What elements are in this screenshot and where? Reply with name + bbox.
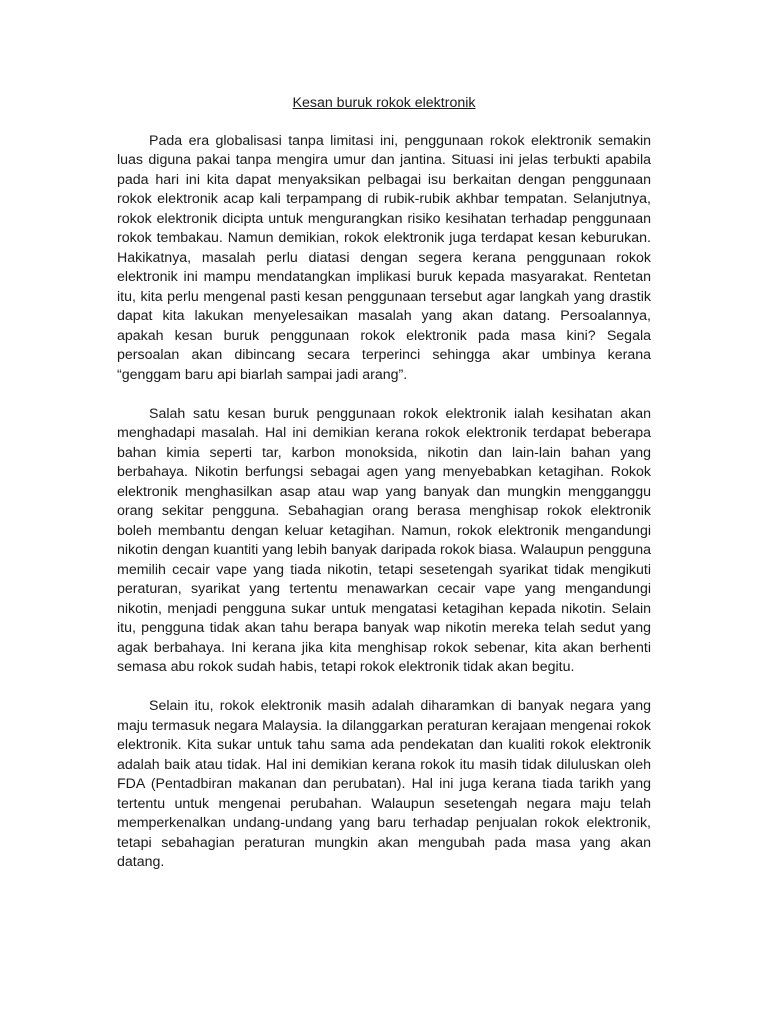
paragraph-introduction: Pada era globalisasi tanpa limitasi ini, penggunaan rokok elektronik semakin luas diguna pakai tanpa mengira umur dan jantina. Situasi ini jelas terbukti apabila pada hari ini kita dapat menyaksikan pelbagai isu berkaitan dengan penggunaan rokok elektronik acap kali terpampang di rubik-rubik akhbar tempatan. Selanjutnya, rokok elektronik dicipta untuk mengurangkan risiko kesihatan terhadap penggunaan rokok tembakau. Namun demikian, rokok elektronik juga terdapat kesan keburukan. Hakikatnya, masalah perlu diatasi dengan segera kerana penggunaan rokok elektronik ini mampu mendatangkan implikasi buruk kepada masyarakat. Rentetan itu, kita perlu mengenal pasti kesan penggunaan tersebut agar langkah yang drastik dapat kita lakukan menyelesaikan masalah yang akan datang. Persoalannya, apakah kesan buruk penggunaan rokok elektronik pada masa kini? Segala persoalan akan dibincang secara terperinci sehingga akar umbinya kerana “genggam baru api biarlah sampai jadi arang”. bbox=[117, 132, 651, 383]
document-title: Kesan buruk rokok elektronik bbox=[292, 95, 476, 111]
document-body bbox=[117, 94, 651, 892]
paragraph-health-effects: Salah satu kesan buruk penggunaan rokok elektronik ialah kesihatan akan menghadapi masalah. Hal ini demikian kerana rokok elektronik terdapat beberapa bahan kimia seperti tar, karbon monoksida, nikotin dan lain-lain bahan yang berbahaya. Nikotin berfungsi sebagai agen yang menyebabkan ketagihan. Rokok elektronik menghasilkan asap atau wap yang banyak dan mungkin mengganggu orang sekitar pengguna. Sebahagian orang berasa menghisap rokok elektronik boleh membantu dengan keluar ketagihan. Namun, rokok elektronik mengandungi nikotin dengan kuantiti yang lebih banyak daripada rokok biasa. Walaupun pengguna memilih cecair vape yang tiada nikotin, tetapi sesetengah syarikat tidak mengikuti peraturan, syarikat yang tertentu menawarkan cecair vape yang mengandungi nikotin, menjadi pengguna sukar untuk mengatasi ketagihan kepada nikotin. Selain itu, pengguna tidak akan tahu berapa banyak wap nikotin mereka telah sedut yang agak berbahaya. Ini kerana jika kita menghisap rokok sebenar, kita akan berhenti semasa abu rokok sudah habis, tetapi rokok elektronik tidak akan begitu. bbox=[117, 405, 651, 675]
paragraph-regulation: Selain itu, rokok elektronik masih adalah diharamkan di banyak negara yang maju termasuk negara Malaysia. Ia dilanggarkan peraturan kerajaan mengenai rokok elektronik. Kita sukar untuk tahu sama ada pendekatan dan kualiti rokok elektronik adalah baik atau tidak. Hal ini demikian kerana rokok itu masih tidak diluluskan oleh FDA (Pentadbiran makanan dan perubatan). Hal ini juga kerana tiada tarikh yang tertentu untuk mengenai perubahan. Walaupun sesetengah negara maju telah memperkenalkan undang-undang yang baru terhadap penjualan rokok elektronik, tetapi sebahagian peraturan mungkin akan mengubah pada masa yang akan datang. bbox=[117, 698, 651, 870]
